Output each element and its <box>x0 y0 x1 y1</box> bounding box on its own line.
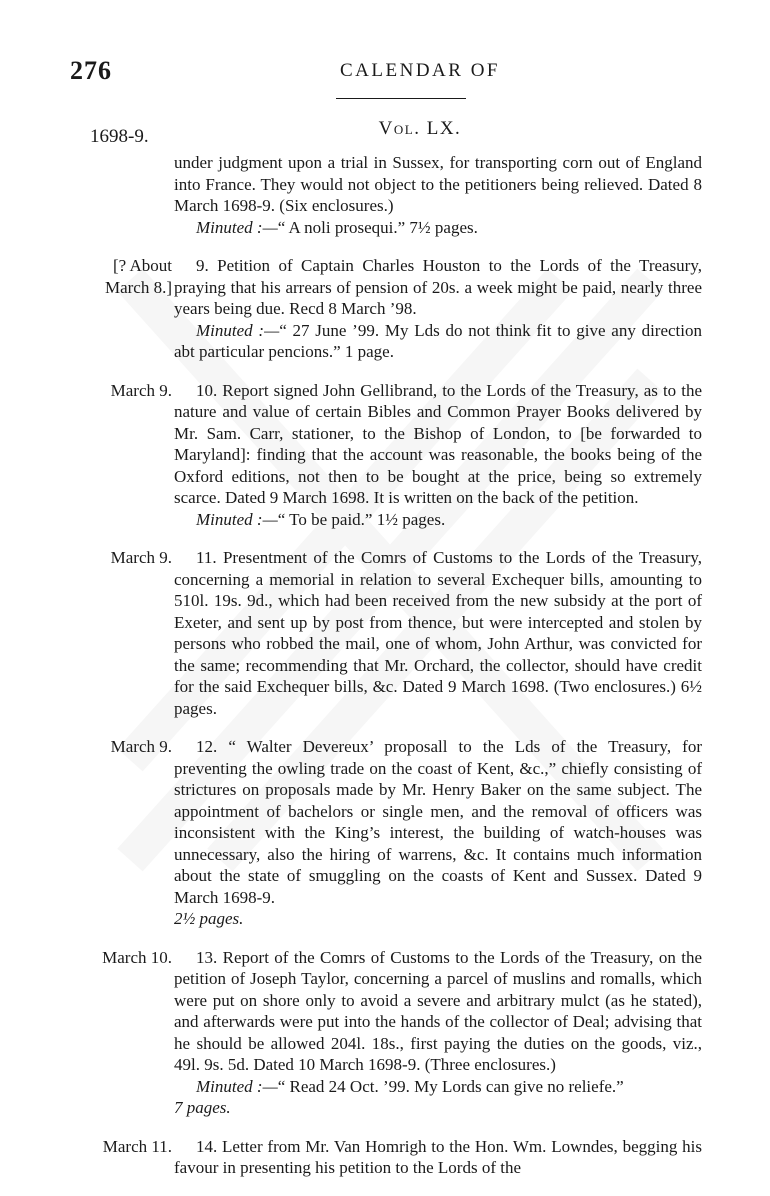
calendar-entry <box>0 547 770 719</box>
entry-minute <box>174 509 702 531</box>
entry-minute <box>174 1076 702 1098</box>
calendar-entry <box>0 736 770 930</box>
entry-date: March 11. <box>102 1136 172 1156</box>
entry-date: March 9. <box>110 380 172 400</box>
header-rule <box>336 98 466 99</box>
entry-text: 10. Report signed John Gellibrand, to the Lords of the Treasury, as to the nature and value of certain Bibles and Common Prayer Books delivered by Mr. Sam. Carr, stationer, to the Bishop of London, to [be forwarded to Maryland]: finding that the account was reasonable, the books being of the Oxford editions, not then to be bought at the price, being so extremely scarce. Dated 9 March 1698. It is written on the back of the petition. <box>174 380 702 507</box>
entry-text: 12. “ Walter Devereux’ proposall to the Lds of the Treasury, for preventing the owling trade on the coast of Kent, &c.,” chiefly consisting of strictures on proposals made by Mr. Henry Baker on the same subject. The appointment of bachelors or single men, and the removal of officers was inconsistent with the King’s interest, the building of watch-houses was unnecessary, also the hiring of warrens, &c. It contains much information about the state of smuggling on the coasts of Kent and Sussex. Dated 9 March 1698-9. <box>174 737 702 907</box>
entry-date: March 10. <box>102 947 172 967</box>
entry-date: March 9. <box>110 737 172 756</box>
entry-text: 9. Petition of Captain Charles Houston to the Lords of the Treasury, praying that his arrears of pension of 20s. a week might be paid, nearly three years being due. Recd 8 March ’98. <box>174 256 702 318</box>
entry-date: March 9. <box>110 548 172 567</box>
minute-text: “ 27 June ’99. My Lds do not think fit to give any direction abt particular pencions.” 1 page. <box>174 320 702 361</box>
running-head: CALENDAR OF <box>340 60 500 81</box>
volume-label: Vol. LX. <box>378 118 462 139</box>
entry-minute <box>174 320 702 363</box>
entry-text: 14. Letter from Mr. Van Homrigh to the Hon. Wm. Lowndes, begging his favour in presenting his petition to the Lords of the <box>174 1136 702 1177</box>
minute-label: Minuted :— <box>196 217 278 237</box>
calendar-entry <box>0 152 770 238</box>
entry-minute <box>174 217 702 239</box>
calendar-entry <box>0 947 770 1119</box>
entry-text: 11. Presentment of the Comrs of Customs to the Lords of the Treasury, concerning a memorial in relation to several Exchequer bills, amounting to 510l. 19s. 9d., which had been received from the new subsidy at the port of Exeter, and sent up by post from thence, but were intercepted and stolen by persons who robbed the mail, one of whom, John Arthur, was convicted for the same; recommending that Mr. Orchard, the collector, should have credit for the said Exchequer bills, &c. Dated 9 March 1698. (Two enclosures.) 6½ pages. <box>174 548 702 718</box>
page-number: 276 <box>70 56 112 85</box>
calendar-entry <box>0 255 770 363</box>
minute-text: “ Read 24 Oct. ’99. My Lords can give no reliefe.” <box>277 1076 624 1096</box>
entry-text: 13. Report of the Comrs of Customs to the Lords of the Treasury, on the petition of Joseph Taylor, concerning a parcel of muslins and romalls, which were put on shore only to avoid a severe and arbitrary mulct (as he stated), and afterwards were put into the hands of the collector of Deal; advising that he should be allowed 204l. 18s., first paying the duties on the goods, viz., 49l. 9s. 5d. Dated 10 March 1698-9. (Three enclosures.) <box>174 947 702 1074</box>
calendar-entry <box>0 380 770 531</box>
calendar-entry <box>0 1136 770 1179</box>
year-label: 1698-9. <box>90 126 149 147</box>
entry-date: [? About March 8.] <box>104 256 172 297</box>
minute-text: “ A noli prosequi.” 7½ pages. <box>277 217 478 237</box>
entries-list <box>0 148 770 1196</box>
minute-label: Minuted :— <box>196 320 280 340</box>
minute-label: Minuted :— <box>196 509 278 529</box>
entry-text: under judgment upon a trial in Sussex, for transporting corn out of England into France. They would not object to the petitioners being relieved. Dated 8 March 1698-9. (Six enclosures.) <box>174 153 702 215</box>
entry-pages: 7 pages. <box>174 1098 231 1117</box>
minute-text: “ To be paid.” 1½ pages. <box>277 509 446 529</box>
minute-label: Minuted :— <box>196 1076 278 1096</box>
entry-pages: 2½ pages. <box>174 909 244 928</box>
